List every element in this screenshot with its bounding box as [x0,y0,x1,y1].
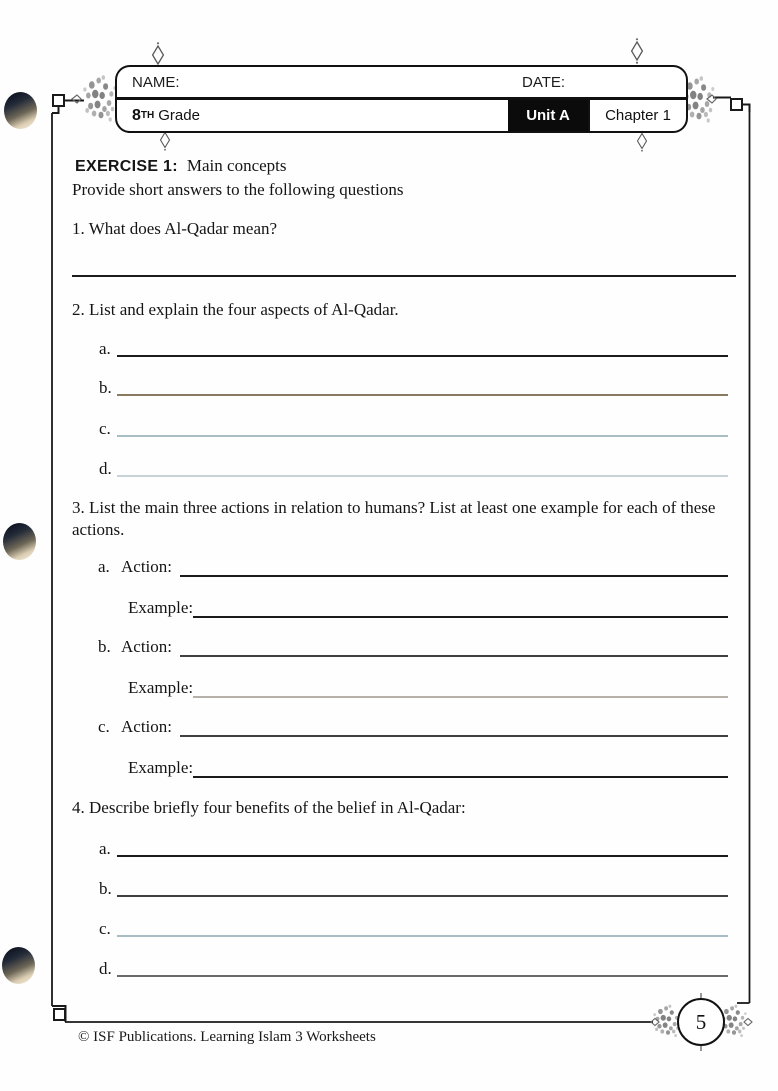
header-box [115,65,688,133]
q2-answer-line-b[interactable] [117,394,728,396]
q2-answer-line-a[interactable] [117,355,728,357]
unit-badge: Unit A [508,100,588,131]
name-input-area[interactable] [180,67,686,97]
date-label: DATE: [522,73,566,91]
q3-example-line-a[interactable] [193,616,728,618]
q2-item-a-label: a. [99,339,111,358]
q3-action-line-c[interactable] [180,735,728,737]
header-finial-bottom-right [638,130,647,151]
q3-action-line-b[interactable] [180,655,728,657]
q1-answer-line[interactable] [72,275,736,277]
exercise-number: EXERCISE 1: [75,158,178,175]
question-1-text: 1. What does Al-Qadar mean? [72,219,278,238]
exercise-instructions: Provide short answers to the following questions [72,180,404,199]
q4-answer-line-c[interactable] [117,935,728,937]
grade-ordinal: TH [140,110,155,121]
q4-answer-line-a[interactable] [117,855,728,857]
header-finial-top-left [153,42,164,68]
q3-example-b-label: Example: [128,678,194,697]
q3-action-b-label: Action: [121,637,172,656]
footer-copyright: © ISF Publications. Learning Islam 3 Worksheets [78,1029,376,1045]
q3-example-a-label: Example: [128,598,194,617]
q4-item-d-label: d. [99,959,112,978]
q4-answer-line-d[interactable] [117,975,728,977]
exercise-title: Main concepts [186,156,287,175]
q3-item-a-label: a. [98,557,110,576]
header-name-date-row [117,67,686,97]
name-label: NAME: [132,73,180,91]
question-4-text: 4. Describe briefly four benefits of the belief in Al-Qadar: [72,798,466,817]
q4-item-b-label: b. [99,879,112,898]
header-ornament-left [83,75,116,121]
chapter-label: Chapter 1 [588,100,686,131]
header-finial-top-right [632,38,643,64]
q2-answer-line-d[interactable] [117,475,728,477]
grade-label [117,100,508,131]
header-ornament-tiny-left-diamond [72,95,81,103]
header-grade-row [117,100,686,131]
question-3-text: 3. List the main three actions in relation to humans? List at least one example for each of these actions. [72,498,716,539]
q3-action-line-a[interactable] [180,575,728,577]
q4-item-a-label: a. [99,839,111,858]
q2-item-c-label: c. [99,419,111,438]
q3-item-c-label: c. [98,717,110,736]
exercise-heading [75,156,287,176]
page-number-badge [677,998,725,1046]
corner-bracket-top-right [713,98,750,113]
q3-action-c-label: Action: [121,717,172,736]
q2-answer-line-c[interactable] [117,435,728,437]
q3-action-a-label: Action: [121,557,172,576]
q3-example-line-c[interactable] [193,776,728,778]
corner-bracket-bottom-left [52,1006,66,1022]
page-number-tiny-diamond-right [744,1019,752,1026]
q2-item-b-label: b. [99,378,112,397]
q3-example-c-label: Example: [128,758,194,777]
page-number: 5 [695,1009,707,1034]
q3-item-b-label: b. [98,637,111,656]
q2-item-d-label: d. [99,459,112,478]
question-2-text: 2. List and explain the four aspects of Al-Qadar. [72,300,399,319]
q4-item-c-label: c. [99,919,111,938]
grade-word: Grade [158,107,200,124]
q4-answer-line-b[interactable] [117,895,728,897]
q3-example-line-b[interactable] [193,696,728,698]
grade-number: 8 [132,106,141,124]
